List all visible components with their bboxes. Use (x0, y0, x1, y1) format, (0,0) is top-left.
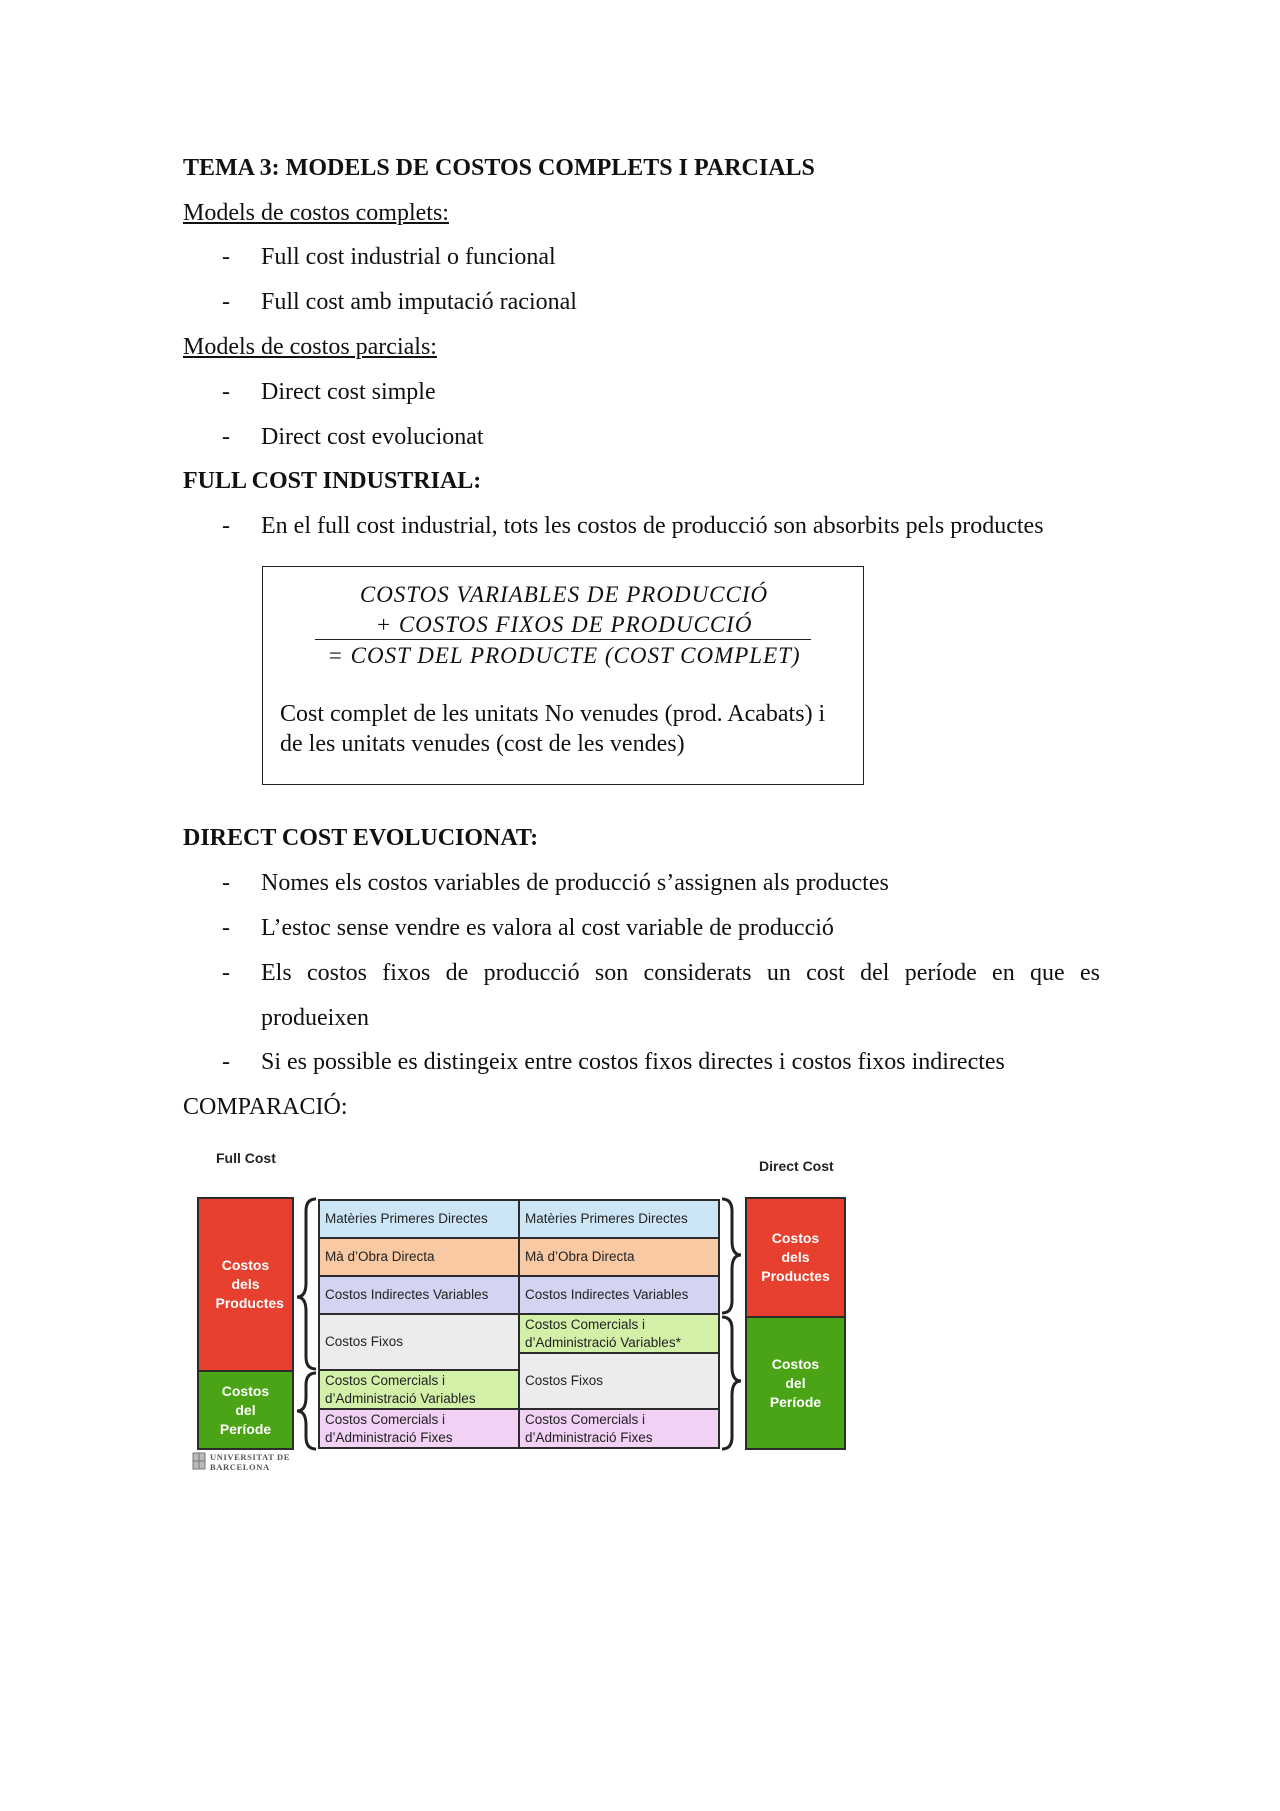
full-cost-cell: Mà d’Obra Directa (318, 1237, 520, 1277)
block-label: Costos del Període (769, 1355, 822, 1410)
list-item: Direct cost simple (261, 379, 436, 405)
list-item: En el full cost industrial, tots les costos de producció son absorbits pels productes (261, 513, 1044, 539)
list-item: Nomes els costos variables de producció s’assignen als productes (261, 870, 889, 896)
formula-line-3: = COST DEL PRODUCTE (COST COMPLET) (327, 643, 801, 668)
direct-cost-label: Direct Cost (759, 1158, 834, 1174)
direct-cost-cell: Costos Indirectes Variables (518, 1275, 720, 1315)
list-item: Direct cost evolucionat (261, 424, 484, 450)
bullet-dash: - (222, 960, 230, 986)
block-label: Costos del Període (219, 1382, 272, 1437)
comparison-diagram (192, 1143, 862, 1483)
direct-cost-cell: Mà d’Obra Directa (518, 1237, 720, 1277)
formula-rule (315, 639, 811, 640)
left-brace-icon (294, 1197, 320, 1451)
full-cost-period-block (197, 1370, 294, 1450)
direct-cost-cell: Costos Comercials i d’Administració Fixes (518, 1408, 720, 1449)
formula-note: Cost complet de les unitats No venudes (prod. Acabats) i de les unitats venudes (cost de les vendes) (280, 701, 826, 757)
formula-box (262, 566, 864, 785)
full-cost-cell: Costos Comercials i d’Administració Variables (318, 1369, 520, 1410)
full-cost-cell: Costos Indirectes Variables (318, 1275, 520, 1315)
list-item: Full cost industrial o funcional (261, 244, 556, 270)
direct-cost-heading: DIRECT COST EVOLUCIONAT: (183, 825, 539, 851)
bullet-dash: - (222, 915, 230, 941)
list-item: L’estoc sense vendre es valora al cost variable de producció (261, 915, 834, 941)
formula-line-2: + COSTOS FIXOS DE PRODUCCIÓ (375, 612, 753, 637)
university-logo (192, 1451, 292, 1475)
full-cost-products-block (197, 1197, 294, 1372)
direct-cost-cell: Costos Fixos (518, 1352, 720, 1410)
full-cost-cell: Costos Fixos (318, 1313, 520, 1371)
bullet-dash: - (222, 513, 230, 539)
list-item: Full cost amb imputació racional (261, 289, 577, 315)
full-cost-heading: FULL COST INDUSTRIAL: (183, 468, 482, 494)
partial-models-heading: Models de costos parcials: (183, 334, 437, 360)
bullet-dash: - (222, 424, 230, 450)
block-label: Costos dels Productes (215, 1257, 284, 1311)
right-brace-icon (718, 1197, 744, 1451)
direct-cost-cell: Costos Comercials i d’Administració Variables* (518, 1313, 720, 1354)
block-label: Costos dels Productes (761, 1230, 830, 1284)
full-cost-cell: Matèries Primeres Directes (318, 1199, 520, 1239)
direct-cost-cell: Matèries Primeres Directes (518, 1199, 720, 1239)
direct-cost-products-block (745, 1197, 846, 1318)
university-logo-text: UNIVERSITAT DE BARCELONA (210, 1452, 290, 1472)
list-item: Els costos fixos de producció son considerats un cost del període en que es (261, 960, 1100, 986)
bullet-dash: - (222, 1049, 230, 1075)
full-cost-cell: Costos Comercials i d’Administració Fixes (318, 1408, 520, 1449)
university-crest-icon (192, 1452, 206, 1472)
full-cost-label: Full Cost (216, 1150, 276, 1166)
list-item-continuation: produeixen (261, 1005, 369, 1031)
list-item: Si es possible es distingeix entre costos fixos directes i costos fixos indirectes (261, 1049, 1005, 1075)
formula-line-1: COSTOS VARIABLES DE PRODUCCIÓ (359, 582, 769, 607)
page-title: TEMA 3: MODELS DE COSTOS COMPLETS I PARCIALS (183, 155, 815, 181)
bullet-dash: - (222, 870, 230, 896)
comparison-heading: COMPARACIÓ: (183, 1094, 348, 1120)
bullet-dash: - (222, 244, 230, 270)
bullet-dash: - (222, 289, 230, 315)
direct-cost-period-block (745, 1316, 846, 1450)
bullet-dash: - (222, 379, 230, 405)
complete-models-heading: Models de costos complets: (183, 200, 449, 226)
